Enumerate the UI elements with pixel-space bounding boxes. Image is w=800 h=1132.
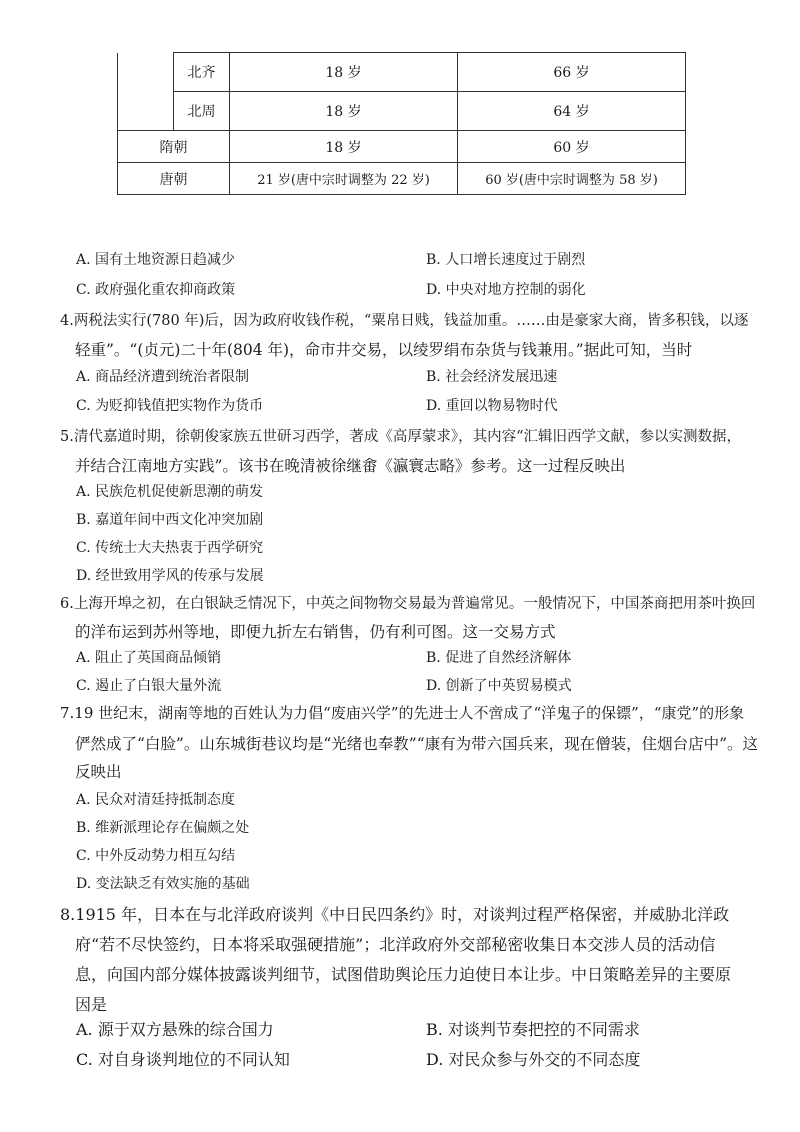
table-row bbox=[118, 163, 686, 195]
min-age-cell: 21 岁(唐中宗时调整为 22 岁) bbox=[230, 163, 458, 195]
q7-stem-line-3: 反映出 bbox=[75, 763, 122, 781]
q7-option-b: B. 维新派理论存在偏颇之处 bbox=[76, 820, 250, 836]
q4-option-d: D. 重回以物易物时代 bbox=[426, 398, 558, 414]
q8-stem-line-2: 府“若不尽快签约，日本将采取强硬措施”；北洋政府外交部秘密收集日本交涉人员的活动信 bbox=[75, 935, 716, 954]
q7-stem-line-1: 7.19 世纪末，湖南等地的百姓认为力倡“废庙兴学”的先进士人不啻成了“洋鬼子的保镖”，“康党”的形象 bbox=[60, 704, 745, 722]
q7-option-d: D. 变法缺乏有效实施的基础 bbox=[76, 876, 250, 892]
q8-stem-line-1: 8.1915 年，日本在与北洋政府谈判《中日民四条约》时，对谈判过程严格保密，并威胁北洋政 bbox=[60, 905, 730, 924]
min-age-cell: 18 岁 bbox=[230, 131, 458, 163]
q5-option-a: A. 民族危机促使新思潮的萌发 bbox=[76, 484, 264, 500]
q5-stem-line-1: 5.清代嘉道时期，徐朝俊家族五世研习西学，著成《高厚蒙求》，其内容“汇辑旧西学文献，参以实测数据， bbox=[60, 429, 741, 445]
q3-option-d: D. 中央对地方控制的弱化 bbox=[426, 282, 586, 298]
q6-stem-line-2: 的洋布运到苏州等地，即便九折左右销售，仍有利可图。这一交易方式 bbox=[75, 623, 556, 641]
q8-stem-line-4: 因是 bbox=[75, 995, 108, 1014]
min-age-cell: 18 岁 bbox=[230, 53, 458, 92]
table-row bbox=[118, 92, 686, 131]
q7-option-a: A. 民众对清廷持抵制态度 bbox=[76, 792, 236, 808]
dynasty-age-table bbox=[117, 52, 686, 195]
min-age-cell: 18 岁 bbox=[230, 92, 458, 131]
q3-option-c: C. 政府强化重农抑商政策 bbox=[76, 282, 236, 298]
q8-stem-line-3: 息，向国内部分媒体披露谈判细节，试图借助舆论压力迫使日本让步。中日策略差异的主要原 bbox=[75, 965, 732, 984]
q4-option-b: B. 社会经济发展迅速 bbox=[426, 369, 558, 385]
q3-option-a: A. 国有土地资源日趋减少 bbox=[76, 252, 236, 268]
q3-option-b: B. 人口增长速度过于剧烈 bbox=[426, 252, 586, 268]
dynasty-cell: 北周 bbox=[174, 92, 230, 131]
q7-stem-line-2: 俨然成了“白脸”。山东城街巷议均是“光绪也奉教”“康有为带六国兵来，现在僧装，住烟台店中”。这 bbox=[75, 735, 759, 753]
q4-option-a: A. 商品经济遭到统治者限制 bbox=[76, 369, 250, 385]
max-age-cell: 60 岁(唐中宗时调整为 58 岁) bbox=[458, 163, 686, 195]
q5-option-c: C. 传统士大夫热衷于西学研究 bbox=[76, 540, 264, 556]
max-age-cell: 66 岁 bbox=[458, 53, 686, 92]
q6-stem-line-1: 6.上海开埠之初，在白银缺乏情况下，中英之间物物交易最为普遍常见。一般情况下，中国茶商把用茶叶换回 bbox=[60, 596, 756, 612]
table-row bbox=[118, 131, 686, 163]
q4-stem-line-1: 4.两税法实行(780 年)后，因为政府收钱作税，“粟帛日贱，钱益加重。……由是豪家大商，皆多积钱，以逐 bbox=[60, 313, 749, 329]
q8-option-a: A. 源于双方悬殊的综合国力 bbox=[76, 1020, 274, 1039]
q8-option-b: B. 对谈判节奏把控的不同需求 bbox=[426, 1020, 640, 1039]
dynasty-cell: 隋朝 bbox=[118, 131, 230, 163]
q5-stem-line-2: 并结合江南地方实践”。该书在晚清被徐继畬《瀛寰志略》参考。这一过程反映出 bbox=[75, 457, 626, 475]
q8-option-d: D. 对民众参与外交的不同态度 bbox=[426, 1050, 641, 1069]
q6-option-d: D. 创新了中英贸易模式 bbox=[426, 678, 572, 694]
max-age-cell: 64 岁 bbox=[458, 92, 686, 131]
q4-option-c: C. 为贬抑钱值把实物作为货币 bbox=[76, 398, 264, 414]
q7-option-c: C. 中外反动势力相互勾结 bbox=[76, 848, 236, 864]
q6-option-b: B. 促进了自然经济解体 bbox=[426, 650, 572, 666]
q5-option-d: D. 经世致用学风的传承与发展 bbox=[76, 568, 264, 584]
q4-stem-line-2: 轻重”。“(贞元)二十年(804 年)，命市井交易，以绫罗绢布杂货与钱兼用。”据此可知，当时 bbox=[75, 341, 693, 359]
table-row bbox=[118, 53, 686, 92]
q6-option-a: A. 阻止了英国商品倾销 bbox=[76, 650, 222, 666]
dynasty-cell: 唐朝 bbox=[118, 163, 230, 195]
q8-option-c: C. 对自身谈判地位的不同认知 bbox=[76, 1050, 290, 1069]
max-age-cell: 60 岁 bbox=[458, 131, 686, 163]
q6-option-c: C. 遏止了白银大量外流 bbox=[76, 678, 222, 694]
q5-option-b: B. 嘉道年间中西文化冲突加剧 bbox=[76, 512, 264, 528]
dynasty-cell: 北齐 bbox=[174, 53, 230, 92]
